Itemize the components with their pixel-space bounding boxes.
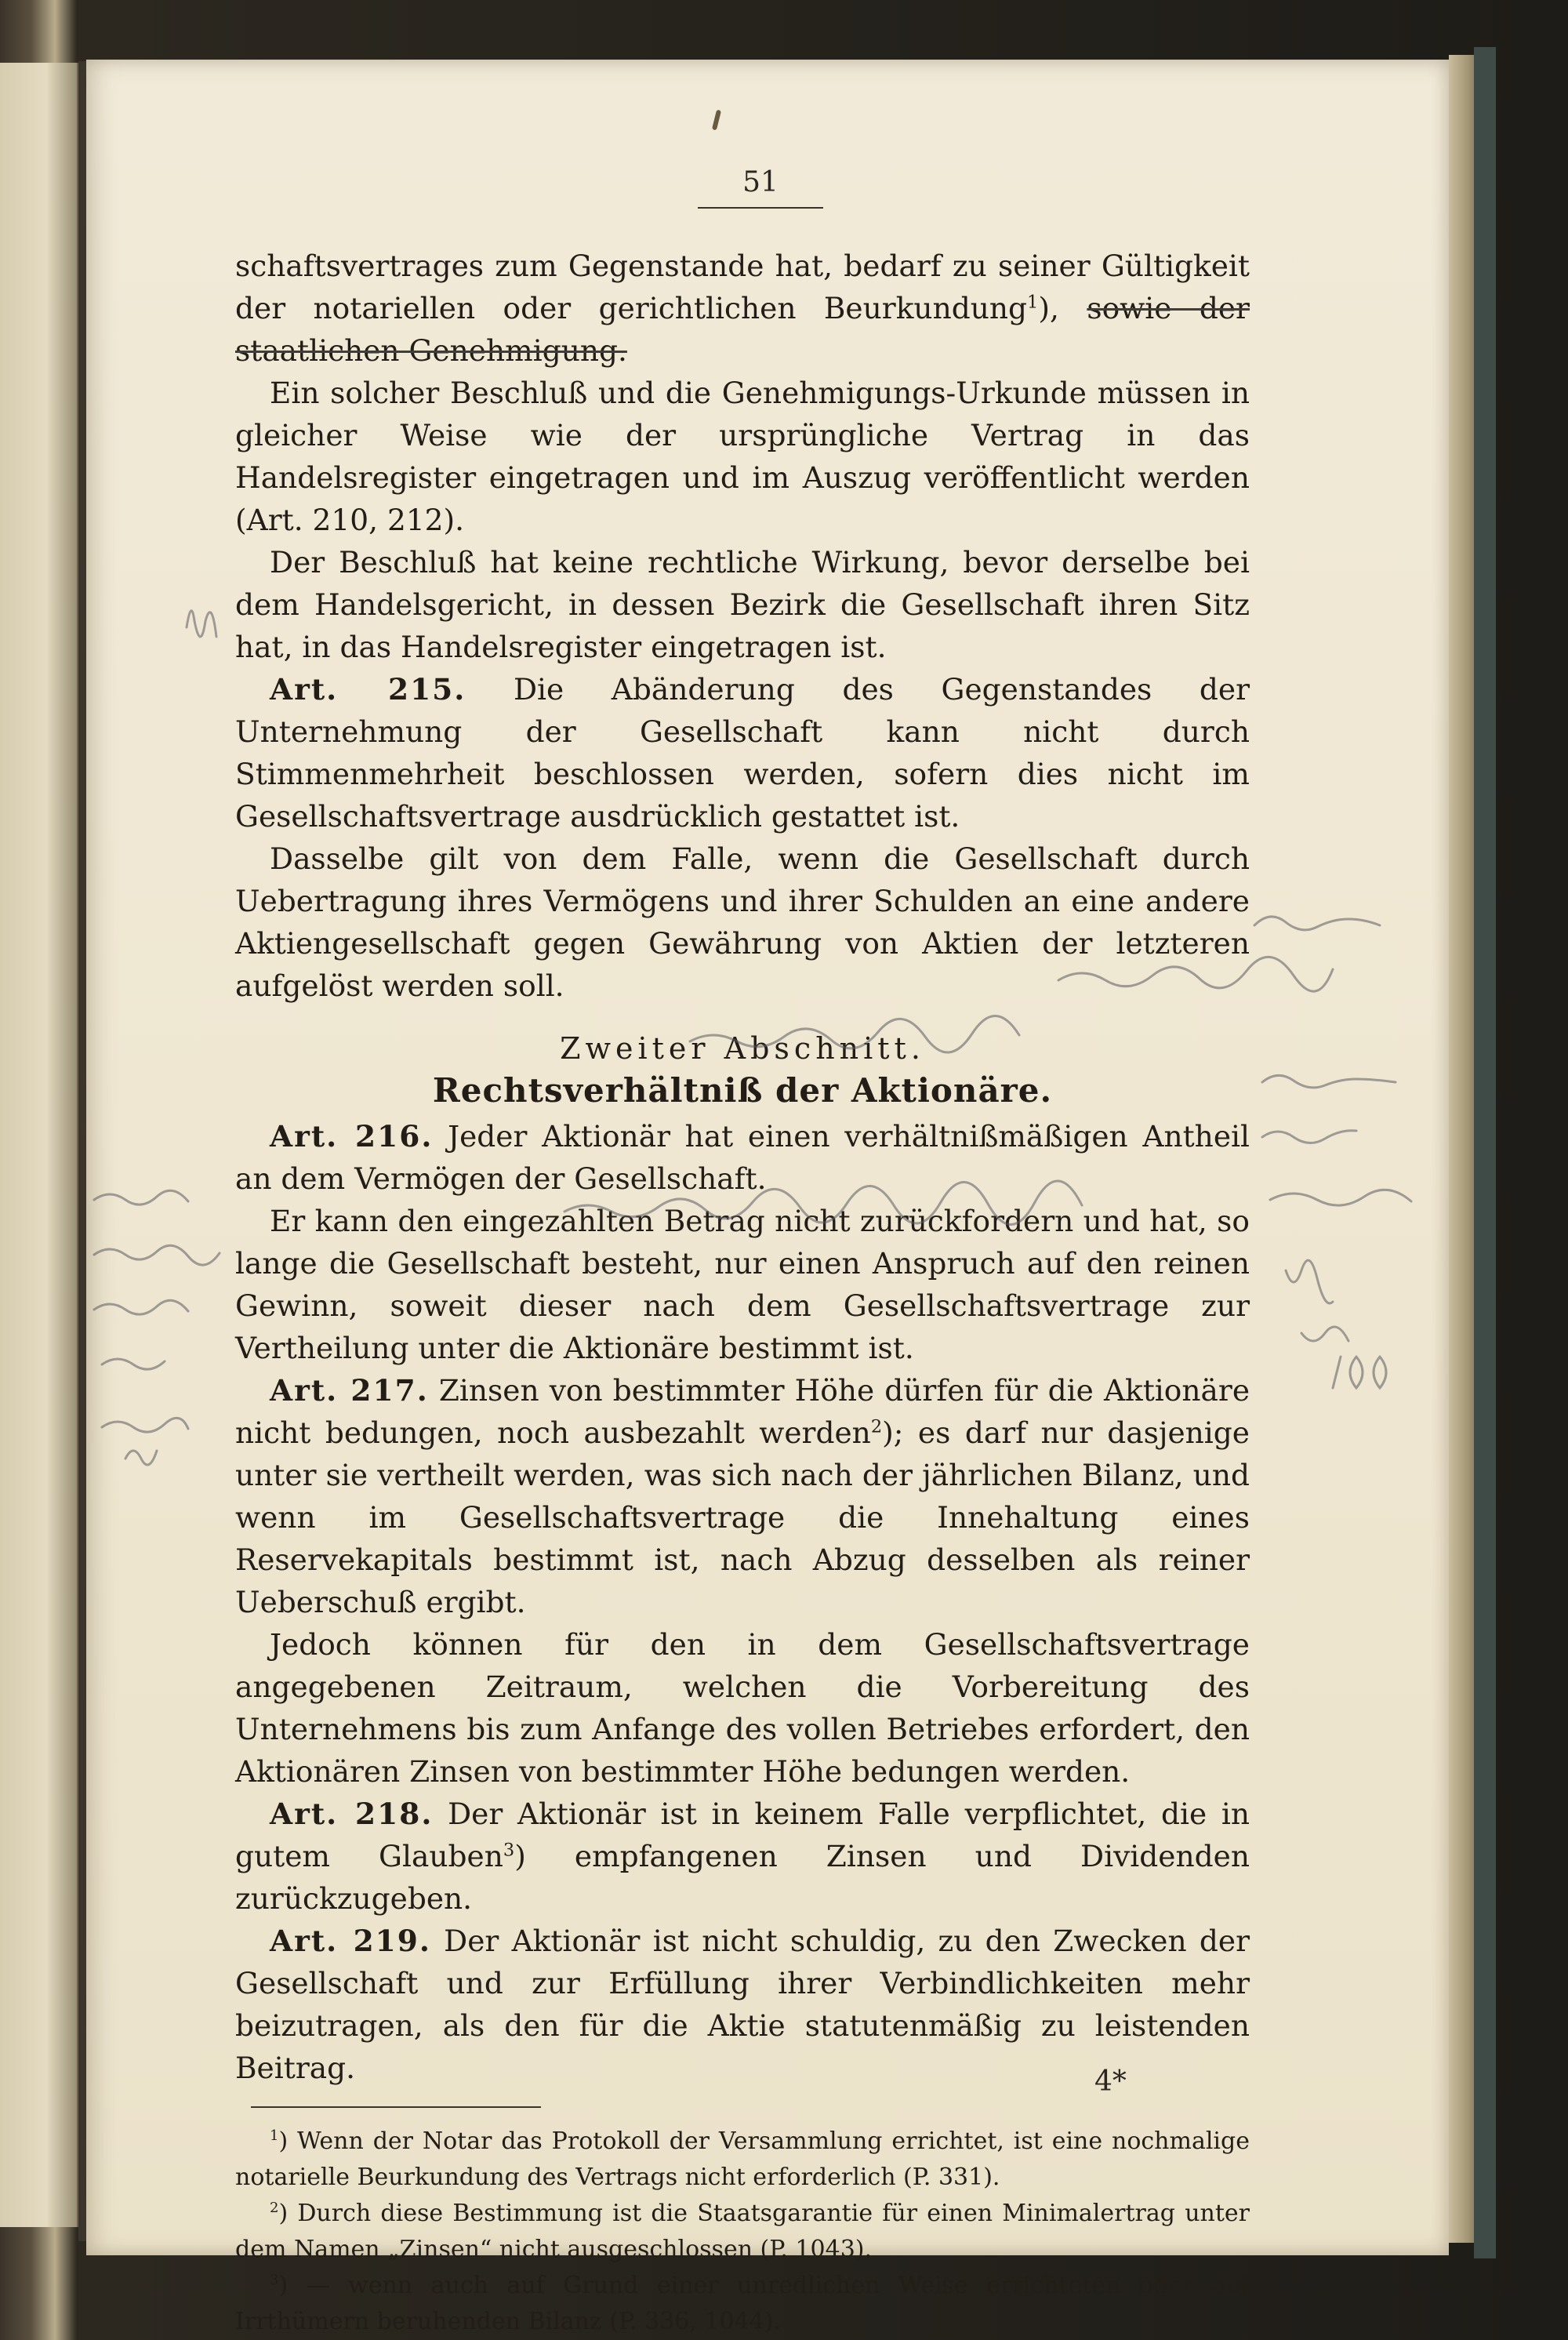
- scribble-line-2: [564, 1181, 1082, 1225]
- footnote-text: ) — wenn auch auf Grund einer unredlichen Weise errichteten oder auf Irrthümern beruhenden Bilanz (P. 336, 1044).: [235, 2272, 1250, 2335]
- article-label: Art. 215.: [270, 672, 466, 707]
- article-label: Art. 218.: [270, 1797, 434, 1831]
- paragraph-text: Er kann den eingezahlten Betrag nicht zurückfordern und hat, so lange die Gesellschaft besteht, nur einen Anspruch auf den reinen Gewinn, soweit dieser nach dem Gesellschaftsvertrage zur Vertheilung unter die Aktionäre bestimmt ist.: [235, 1204, 1250, 1365]
- paragraph-text: Die Abänderung des Gegenstandes der Unternehmung der Gesellschaft kann nicht durch Stimmenmehrheit beschlossen werden, sofern dies nicht im Gesellschaftsvertrage ausdrücklich gestattet ist.: [235, 672, 1250, 834]
- footnote-ref: 1: [1027, 292, 1039, 313]
- paragraph-text: Ein solcher Beschluß und die Genehmigungs-Urkunde müssen in gleicher Weise wie der ursprüngliche Vertrag in das Handelsregister eingetragen und im Auszug veröffentlicht werden (Art. 210, 212).: [235, 376, 1250, 537]
- article-label: Art. 216.: [270, 1119, 434, 1154]
- scribble-left-6: [125, 1451, 157, 1465]
- scribble-right-7: [1301, 1327, 1348, 1341]
- scribble-right-1: [1058, 957, 1333, 991]
- margin-letter-n: [187, 611, 216, 637]
- paragraph-text: Zinsen von bestimmter Höhe dürfen für die Aktionäre nicht bedungen, noch ausbezahlt werden: [235, 1373, 1250, 1450]
- scribble-right-6: [1286, 1260, 1333, 1303]
- paragraph-text-after: ),: [1038, 291, 1087, 325]
- chapter-title: Rechtsverhältniß der Aktionäre.: [432, 1071, 1053, 1110]
- paragraph-text: Jedoch können für den in dem Gesellschaftsvertrage angegebenen Zeitraum, welchen die Vorbereitung des Unternehmens bis zum Anfange des vollen Betriebes erfordert, den Aktionären Zinsen von bestimmter Höhe bedungen werden.: [235, 1627, 1250, 1789]
- paragraph-text: Dasselbe gilt von dem Falle, wenn die Gesellschaft durch Uebertragung ihres Vermögens und ihrer Schulden an eine andere Aktiengesellschaft gegen Gewährung von Aktien der letzteren aufgelöst werden soll.: [235, 841, 1250, 1003]
- signature-mark: 4*: [1094, 2066, 1127, 2098]
- scribble-right-3: [1262, 1075, 1396, 1087]
- paragraph-text-after: ); es darf nur dasjenige unter sie vertheilt werden, was sich nach der jährlichen Bilanz, und wenn im Gesellschaftsvertrage die Innehaltung eines Reservekapitals bestimmt ist, nach Abzug desselben als reiner Ueberschuß ergibt.: [235, 1415, 1250, 1619]
- scribble-right-5: [1270, 1190, 1411, 1205]
- paragraph-text-after: ) empfangenen Zinsen und Dividenden zurückzugeben.: [235, 1839, 1250, 1916]
- footnote-ref: 2: [870, 1416, 883, 1437]
- scribble-left-3: [94, 1300, 188, 1314]
- footnote-number: 3: [270, 2272, 279, 2288]
- footnote-number: 1: [270, 2127, 279, 2144]
- footnote-number: 2: [270, 2200, 279, 2216]
- scribble-right-2: [1254, 917, 1380, 930]
- scribble-left-2: [94, 1245, 220, 1265]
- paragraph-text: Der Aktionär ist in keinem Falle verpflichtet, die in gutem Glauben: [235, 1797, 1250, 1873]
- scribble-num: [1333, 1357, 1386, 1388]
- section-heading: Zweiter Abschnitt.: [560, 1031, 925, 1066]
- page-number: 51: [742, 166, 779, 198]
- footnote-text: ) Durch diese Bestimmung ist die Staatsgarantie für einen Minimalertrag unter dem Namen „Zinsen“ nicht ausgeschlossen (P. 1043).: [235, 2200, 1250, 2263]
- scribble-right-4: [1262, 1131, 1356, 1143]
- paragraph-text: schaftsvertrages zum Gegenstande hat, bedarf zu seiner Gültigkeit der notariellen oder gerichtlichen Beurkundung: [235, 249, 1250, 325]
- paragraph-text: Der Aktionär ist nicht schuldig, zu den Zwecken der Gesellschaft und zur Erfüllung ihrer Verbindlichkeiten mehr beizutragen, als den für die Aktie statutenmäßig zu leistenden Beitrag.: [235, 1924, 1250, 2085]
- paragraph-text: Jeder Aktionär hat einen verhältnißmäßigen Antheil an dem Vermögen der Gesellschaft.: [235, 1119, 1250, 1196]
- scribble-left-5: [102, 1418, 188, 1432]
- article-label: Art. 219.: [270, 1924, 431, 1958]
- scribble-line-1: [690, 1016, 1019, 1052]
- paragraph-text: Der Beschluß hat keine rechtliche Wirkung, bevor derselbe bei dem Handelsgericht, in dessen Bezirk die Gesellschaft ihren Sitz hat, in das Handelsregister eingetragen ist.: [235, 545, 1250, 664]
- scribble-left-1: [94, 1190, 188, 1205]
- struck-text: sowie der staatlichen Genehmigung.: [235, 291, 1250, 368]
- footnote-text: ) Wenn der Notar das Protokoll der Versammlung errichtet, ist eine nochmalige notarielle Beurkundung des Vertrags nicht erforderlich (P. 331).: [235, 2127, 1250, 2191]
- scribble-left-4: [102, 1359, 165, 1369]
- footnote-ref: 3: [503, 1840, 515, 1861]
- article-label: Art. 217.: [270, 1373, 429, 1408]
